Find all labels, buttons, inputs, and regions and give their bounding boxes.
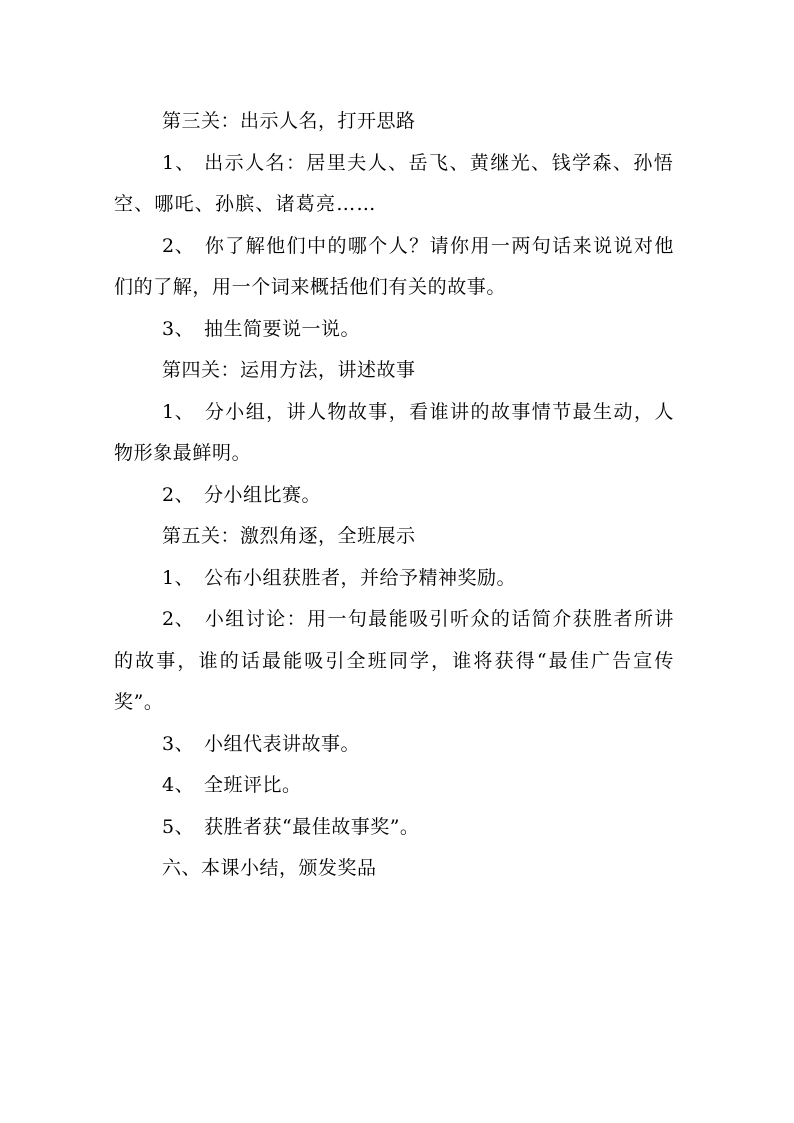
section-heading-5	[114, 516, 674, 558]
item-text: 分小组比赛。	[204, 483, 322, 506]
item-text: 出示人名：居里夫人、岳飞、黄继光、钱学森、孙悟空、哪吒、孙膑、诸葛亮……	[114, 151, 674, 215]
item-text: 小组讨论：用一句最能吸引听众的话简介获胜者所讲的故事，谁的话最能吸引全班同学，谁将获得“最佳广告宣传奖”。	[114, 608, 674, 713]
item-number: 1、	[162, 151, 196, 174]
section-heading-3	[114, 101, 674, 143]
heading-text: 第五关：激烈角逐，全班展示	[162, 525, 416, 547]
item-number: 3、	[162, 732, 195, 755]
list-item	[114, 143, 674, 226]
item-text: 你了解他们中的哪个人？请你用一两句话来说说对他们的了解，用一个词来概括他们有关的故事。	[114, 234, 674, 298]
list-item	[114, 765, 674, 807]
heading-text: 六、本课小结，颁发奖品	[162, 857, 377, 879]
item-number: 4、	[162, 774, 195, 796]
item-number: 1、	[162, 566, 195, 589]
item-text: 抽生简要说一说。	[204, 317, 361, 340]
item-number: 2、	[162, 234, 195, 257]
item-text: 全班评比。	[204, 774, 302, 796]
section-heading-4	[114, 350, 674, 392]
list-item	[114, 309, 674, 351]
heading-text: 第四关：运用方法，讲述故事	[162, 359, 416, 381]
heading-text: 第三关：出示人名，打开思路	[162, 110, 416, 132]
item-text: 分小组，讲人物故事，看谁讲的故事情节最生动，人物形象最鲜明。	[114, 400, 674, 464]
item-number: 3、	[162, 317, 195, 340]
list-item	[114, 392, 674, 475]
item-text: 公布小组获胜者，并给予精神奖励。	[204, 566, 517, 589]
list-item	[114, 475, 674, 517]
list-item	[114, 558, 674, 600]
item-text: 小组代表讲故事。	[204, 732, 361, 755]
document-body	[114, 101, 674, 890]
section-heading-6	[114, 848, 674, 890]
item-number: 1、	[162, 400, 195, 423]
list-item	[114, 724, 674, 766]
list-item	[114, 599, 674, 724]
item-number: 2、	[162, 608, 195, 630]
item-number: 2、	[162, 483, 195, 506]
list-item	[114, 807, 674, 849]
list-item	[114, 226, 674, 309]
item-text: 获胜者获“最佳故事奖”。	[204, 815, 420, 838]
item-number: 5、	[162, 815, 195, 838]
